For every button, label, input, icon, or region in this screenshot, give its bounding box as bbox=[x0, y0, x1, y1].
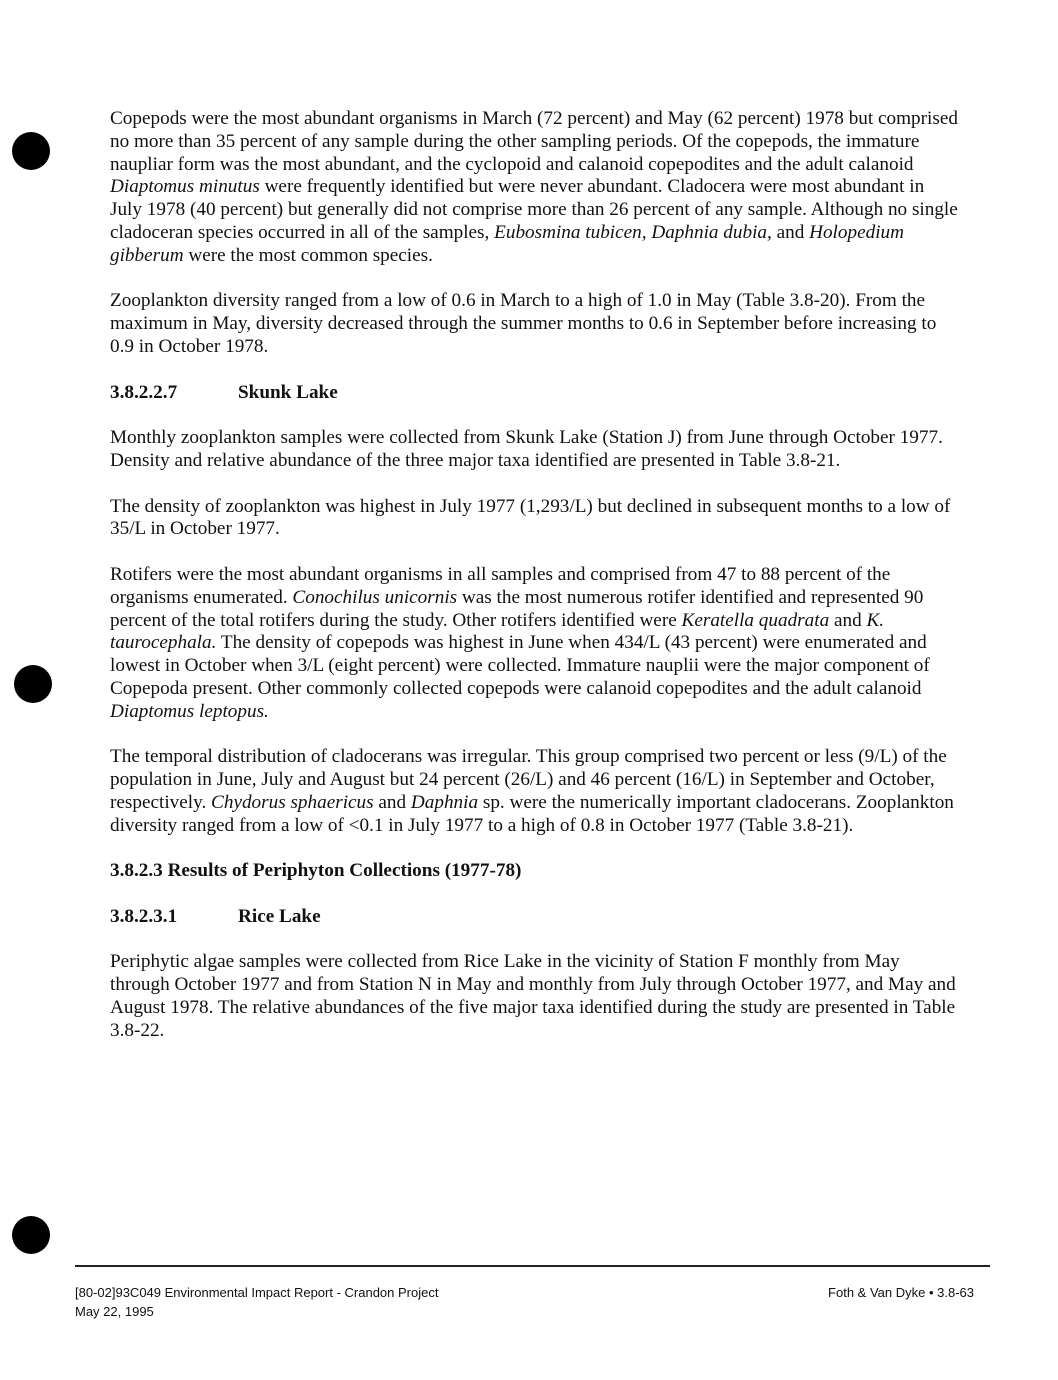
paragraph-diversity: Zooplankton diversity ranged from a low of 0.6 in March to a high of 1.0 in May (Table 3.8-20). From the maximum in May, diversity decreased through the summer months to 0.6 in September before increasing to 0.9 in October 1978. bbox=[110, 290, 937, 357]
text-run: and bbox=[373, 791, 411, 813]
text-run: were frequently identified but were never abundant. Cladocera were most abundant in July 1978 (40 percent) but generally did not comprise more than 26 percent of any sample. Although no single cladoceran species occurred in all of the samples, bbox=[110, 176, 958, 243]
footer-left bbox=[75, 1283, 438, 1321]
text-run: and bbox=[829, 609, 867, 631]
paragraph-skunk-samples: Monthly zooplankton samples were collected from Skunk Lake (Station J) from June through October 1977. Density and relative abundance of the three major taxa identified are presented in Table 3.8-21. bbox=[110, 427, 943, 471]
paragraph-rotifers bbox=[110, 564, 960, 724]
footer-page-label: Foth & Van Dyke • 3.8-63 bbox=[828, 1285, 974, 1300]
section-heading-periphyton: 3.8.2.3 Results of Periphyton Collections (1977-78) bbox=[110, 860, 522, 882]
text-run: The density of copepods was highest in June when 434/L (43 percent) were enumerated and lowest in October when 3/L (eight percent) were collected. Immature nauplii were the major component of Copepoda present. Other commonly collected copepods were calanoid copepodites and the adult calanoid bbox=[110, 632, 930, 699]
species-name: Keratella quadrata bbox=[681, 609, 830, 631]
paragraph-periphyton-samples: Periphytic algae samples were collected from Rice Lake in the vicinity of Station F monthly from May through October 1977 and from Station N in May and monthly from July through October 1977, and May and August 1978. The relative abundances of the five major taxa identified during the study are presented in Table 3.8-22. bbox=[110, 951, 956, 1041]
species-name: Diaptomus leptopus. bbox=[110, 700, 269, 722]
section-title: Rice Lake bbox=[238, 905, 321, 927]
text-run: sp. were the numerically important cladocerans. Zooplankton diversity ranged from a low of <0.1 in July 1977 to a high of 0.8 in October 1977 (Table 3.8-21). bbox=[110, 791, 954, 836]
text-run: was the most numerous rotifer identified and represented 90 percent of the total rotifers during the study. Other rotifers identified were bbox=[110, 586, 924, 631]
species-name: K. taurocephala. bbox=[110, 609, 885, 654]
text-run: and bbox=[771, 221, 810, 243]
punch-hole-mark bbox=[12, 1216, 50, 1254]
species-name: Diaptomus minutus bbox=[110, 176, 260, 198]
paragraph-skunk-density: The density of zooplankton was highest in July 1977 (1,293/L) but declined in subsequent months to a low of 35/L in October 1977. bbox=[110, 495, 951, 540]
paragraph-cladocerans bbox=[110, 746, 960, 837]
punch-hole-mark bbox=[12, 132, 50, 170]
section-number: 3.8.2.2.7 bbox=[110, 381, 178, 403]
paragraph-copepods bbox=[110, 108, 960, 268]
species-name: Chydorus sphaericus bbox=[211, 791, 374, 813]
text-run: Copepods were the most abundant organisms in March (72 percent) and May (62 percent) 1978 but comprised no more than 35 percent of any sample during the other sampling periods. Of the copepods, the immature naupliar form was the most abundant, and the cyclopoid and calanoid copepodites and the adult calanoid bbox=[110, 108, 958, 175]
footer-date: May 22, 1995 bbox=[75, 1304, 154, 1319]
species-name: Holopedium gibberum bbox=[110, 221, 904, 266]
species-name: Eubosmina tubicen, Daphnia dubia, bbox=[494, 221, 772, 243]
section-heading-skunk-lake bbox=[110, 382, 960, 405]
section-number: 3.8.2.3.1 bbox=[110, 905, 178, 927]
punch-hole-mark bbox=[14, 665, 52, 703]
text-run: were the most common species. bbox=[183, 244, 433, 266]
section-title: Skunk Lake bbox=[238, 381, 338, 403]
species-name: Daphnia bbox=[410, 791, 479, 813]
species-name: Conochilus unicornis bbox=[292, 586, 458, 608]
page-body bbox=[110, 108, 960, 1065]
text-run: The temporal distribution of cladocerans was irregular. This group comprised two percent or less (9/L) of the population in June, July and August but 24 percent (26/L) and 46 percent (16/L) in September and October, respectively. bbox=[110, 746, 947, 813]
text-run: Rotifers were the most abundant organisms in all samples and comprised from 47 to 88 percent of the organisms enumerated. bbox=[110, 563, 891, 608]
footer-document-id: [80-02]93C049 Environmental Impact Report - Crandon Project bbox=[75, 1285, 439, 1300]
section-heading-rice-lake bbox=[110, 906, 960, 929]
footer-divider bbox=[75, 1265, 990, 1267]
